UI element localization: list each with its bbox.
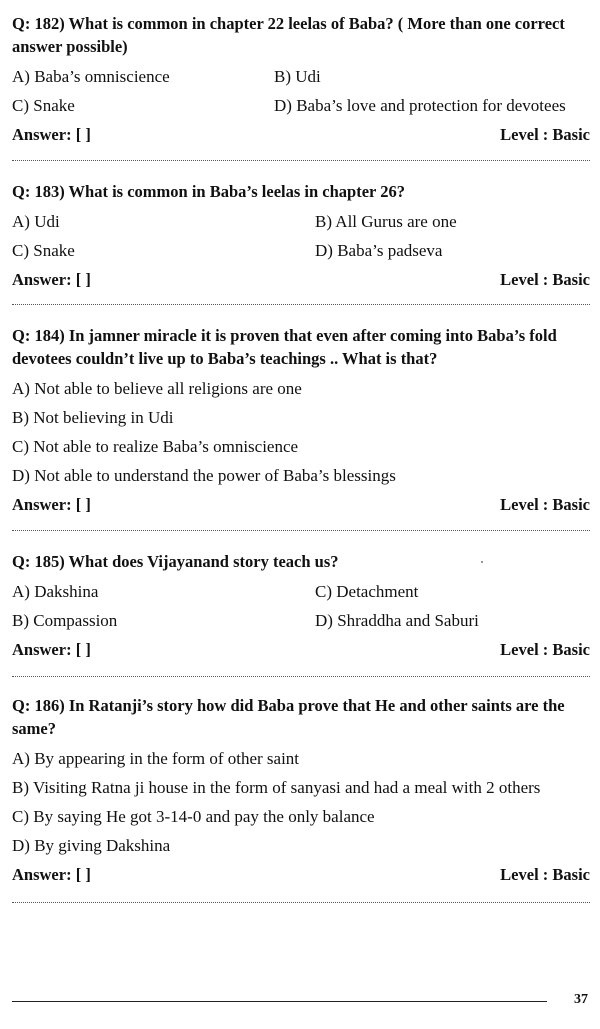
option: A) Udi — [12, 212, 60, 231]
scan-speck — [481, 561, 483, 563]
option: B) Not believing in Udi — [12, 408, 174, 427]
question-text: Q: 182) What is common in chapter 22 leelas of Baba? ( More than one correct answer possible) — [12, 14, 565, 56]
answer-row — [12, 265, 590, 294]
option: D) Baba’s love and protection for devotees — [274, 96, 566, 115]
level-label: Level : Basic — [500, 125, 590, 144]
dotted-separator — [12, 160, 590, 161]
option: B) Udi — [274, 67, 321, 86]
option: C) By saying He got 3-14-0 and pay the only balance — [12, 807, 375, 826]
footer-rule — [12, 1001, 547, 1002]
option: A) Not able to believe all religions are one — [12, 379, 302, 398]
page-number: 37 — [574, 992, 588, 1007]
option: D) Shraddha and Saburi — [315, 611, 479, 630]
option: B) Visiting Ratna ji house in the form of sanyasi and had a meal with 2 others — [12, 778, 541, 797]
question-block — [12, 180, 590, 294]
answer-row — [12, 490, 590, 519]
option: D) Not able to understand the power of Baba’s blessings — [12, 466, 396, 485]
option: B) Compassion — [12, 611, 118, 630]
option: A) By appearing in the form of other saint — [12, 749, 300, 768]
level-label: Level : Basic — [500, 865, 590, 884]
answer-row — [12, 120, 590, 149]
question-block — [12, 694, 590, 889]
option: C) Not able to realize Baba’s omniscience — [12, 437, 299, 456]
level-label: Level : Basic — [500, 640, 590, 659]
option: B) All Gurus are one — [315, 212, 457, 231]
question-text: Q: 183) What is common in Baba’s leelas in chapter 26? — [12, 182, 405, 201]
option: C) Snake — [12, 241, 75, 260]
option: D) Baba’s padseva — [315, 241, 443, 260]
question-text: Q: 185) What does Vijayanand story teach us? — [12, 552, 339, 571]
question-block — [12, 550, 590, 664]
dotted-separator — [12, 304, 590, 305]
question-block — [12, 12, 590, 149]
answer-label: Answer: [ ] — [12, 270, 91, 289]
option-row — [12, 62, 590, 91]
question-text: Q: 186) In Ratanji’s story how did Baba prove that He and other saints are the same? — [12, 696, 565, 738]
level-label: Level : Basic — [500, 270, 590, 289]
dotted-separator — [12, 530, 590, 531]
dotted-separator — [12, 902, 590, 903]
level-label: Level : Basic — [500, 495, 590, 514]
answer-label: Answer: [ ] — [12, 495, 91, 514]
option-row — [12, 606, 590, 635]
question-block — [12, 324, 590, 519]
option: A) Baba’s omniscience — [12, 67, 170, 86]
answer-row — [12, 860, 590, 889]
answer-label: Answer: [ ] — [12, 640, 91, 659]
question-text: Q: 184) In jamner miracle it is proven that even after coming into Baba’s fold devotees couldn’t live up to Baba’s teachings .. What is that? — [12, 326, 557, 368]
option-row — [12, 236, 590, 265]
option-row — [12, 91, 590, 120]
dotted-separator — [12, 676, 590, 677]
option: C) Detachment — [315, 582, 419, 601]
option: A) Dakshina — [12, 582, 99, 601]
quiz-page — [12, 0, 590, 1029]
option-row — [12, 207, 590, 236]
option-row — [12, 577, 590, 606]
answer-row — [12, 635, 590, 664]
option: D) By giving Dakshina — [12, 836, 171, 855]
answer-label: Answer: [ ] — [12, 125, 91, 144]
option: C) Snake — [12, 96, 75, 115]
answer-label: Answer: [ ] — [12, 865, 91, 884]
